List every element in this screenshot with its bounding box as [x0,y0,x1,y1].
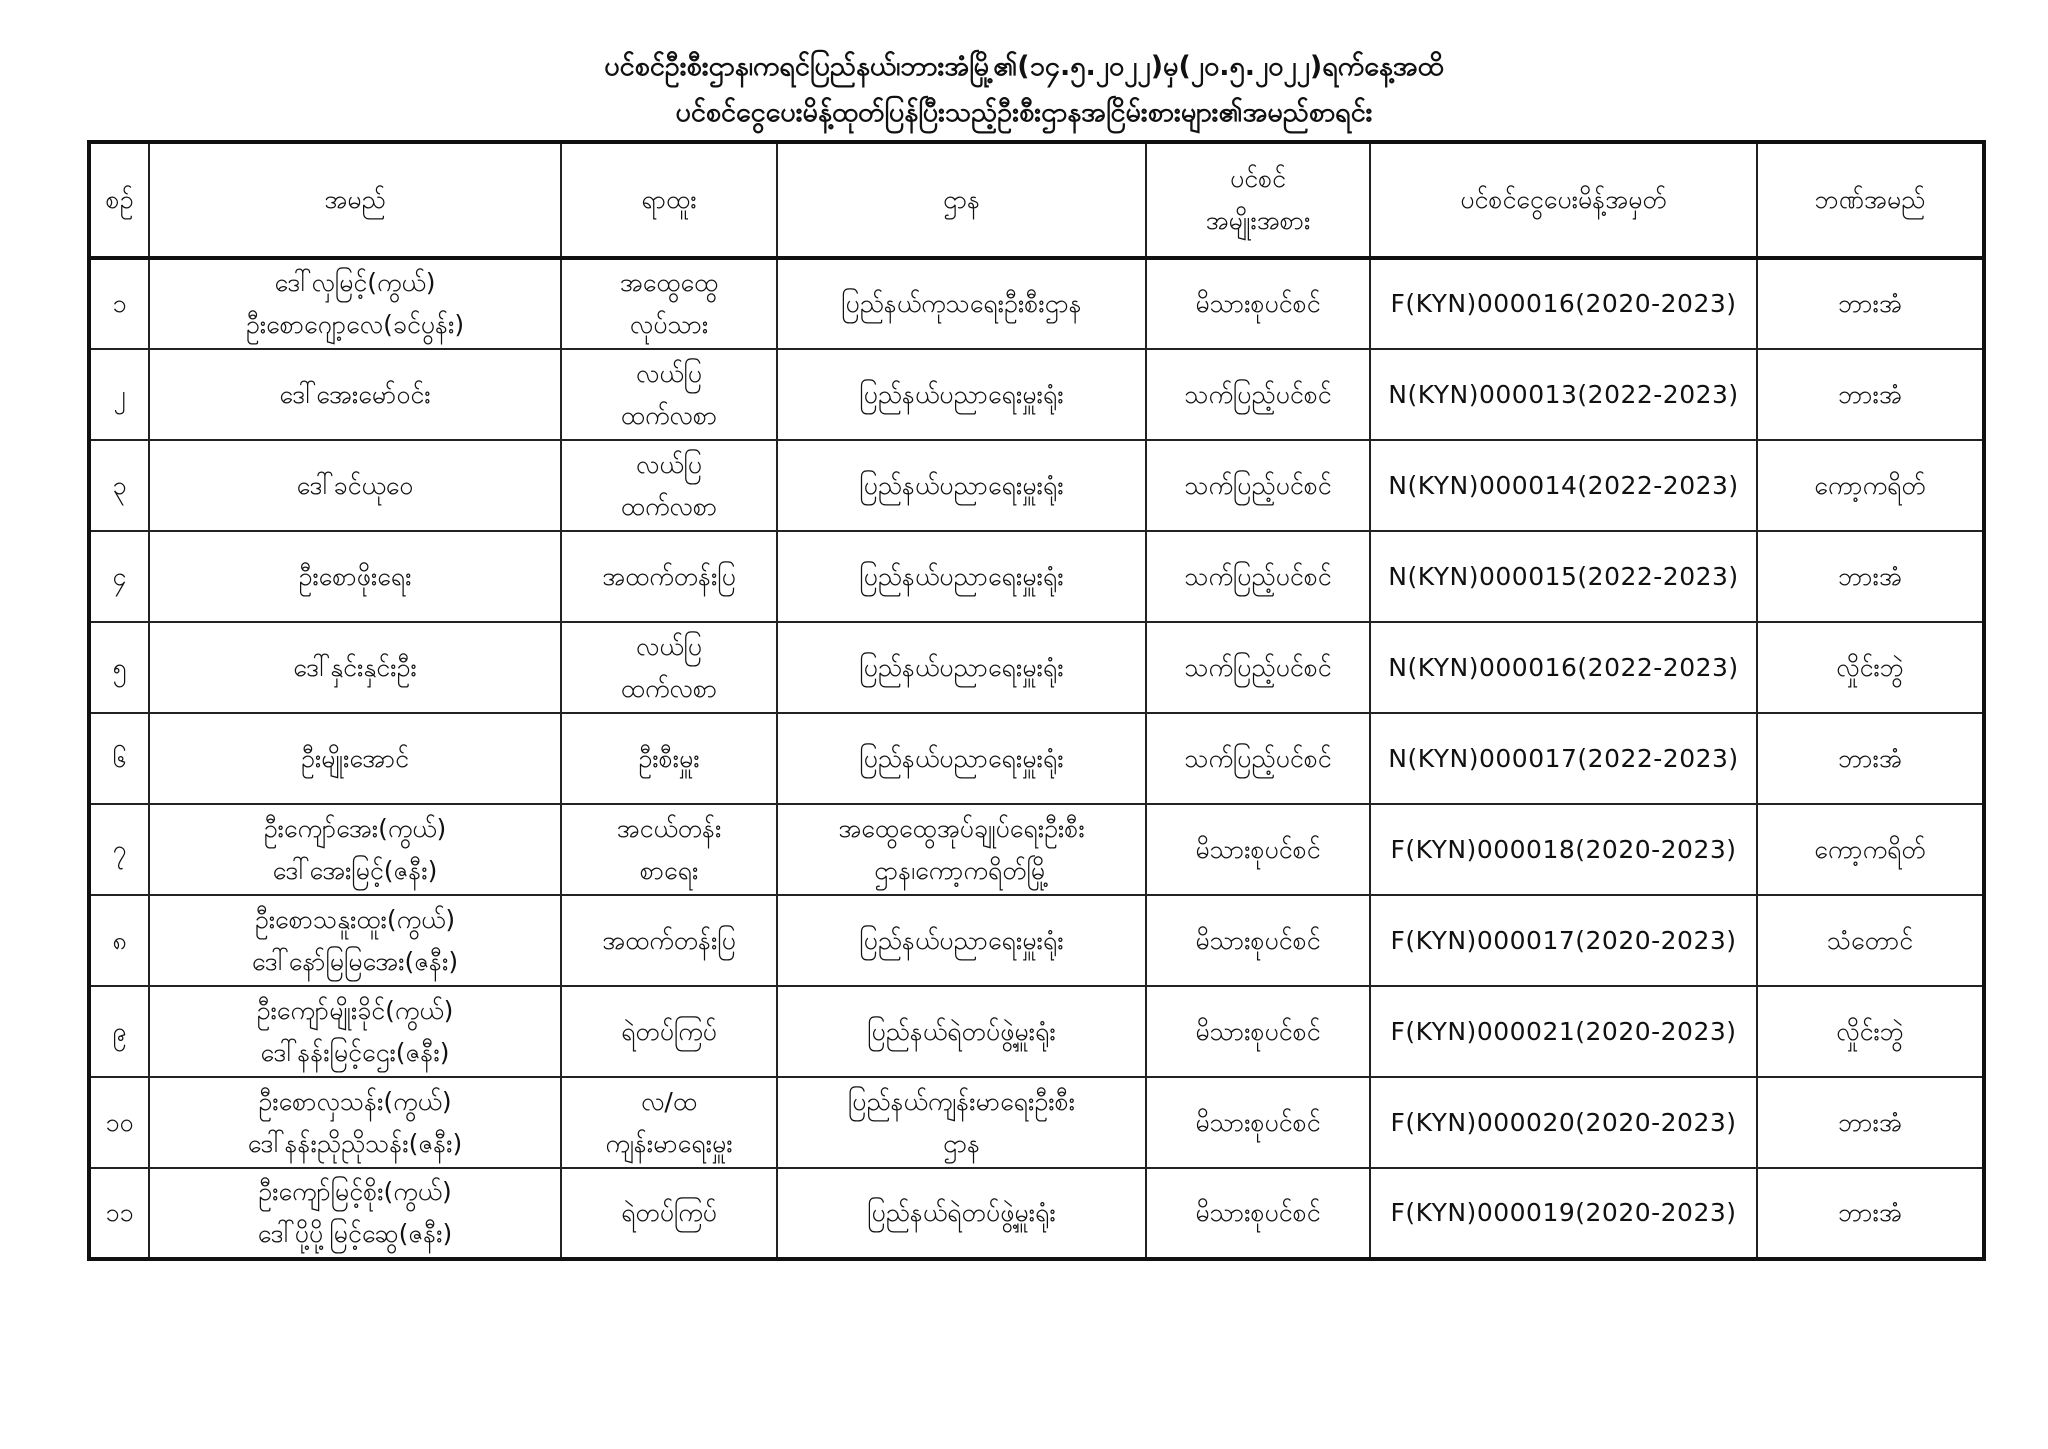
cell-pension-type: သက်ပြည့်ပင်စင် [1146,713,1370,804]
cell-order-no: F(KYN)000018(2020-2023) [1370,804,1757,895]
cell-rank [561,622,777,713]
cell-rank-line: အထွေထွေ [619,268,719,297]
cell-bank: ဘားအံ [1757,531,1984,622]
header-bank: ဘဏ်အမည် [1757,142,1984,258]
table-row [89,531,1984,622]
cell-department [777,258,1146,349]
cell-no: ၉ [89,986,149,1077]
cell-rank [561,1168,777,1259]
cell-rank [561,713,777,804]
cell-name-line: ဦးစောသနူးထူး(ကွယ်) [254,904,456,934]
cell-name-line: ဒေါ်အေးမော်ဝင်း [279,379,431,409]
cell-no: ၆ [89,713,149,804]
header-pension-type [1146,142,1370,258]
cell-no: ၁၀ [89,1077,149,1168]
cell-rank-line: ထက်လစာ [620,400,718,430]
table-row [89,804,1984,895]
header-order-no: ပင်စင်ငွေပေးမိန့်အမှတ် [1370,142,1757,258]
cell-department [777,713,1146,804]
cell-department-line: ပြည်နယ်ပညာရေးမှူးရုံး [859,925,1064,955]
cell-rank-line: ကျန်းမာရေးမှူး [605,1128,733,1158]
table-row [89,349,1984,440]
cell-department [777,895,1146,986]
pensioner-table [87,140,1986,1261]
cell-order-no: N(KYN)000016(2022-2023) [1370,622,1757,713]
table-row [89,622,1984,713]
cell-name-line: ဒေါ်နန်းမြင့်ဌေး(ဇနီး) [260,1037,450,1067]
cell-rank-line: လုပ်သား [629,310,709,339]
cell-name [149,986,561,1077]
cell-no: ၈ [89,895,149,986]
table-row [89,1077,1984,1168]
cell-name-line: ဦးမျိုးအောင် [300,743,410,773]
cell-name [149,713,561,804]
cell-no: ၁ [89,258,149,349]
table-row [89,440,1984,531]
cell-pension-type: သက်ပြည့်ပင်စင် [1146,349,1370,440]
cell-department-line: ပြည်နယ်ပညာရေးမှူးရုံး [859,652,1064,682]
cell-department [777,986,1146,1077]
cell-bank: ဘားအံ [1757,1077,1984,1168]
cell-bank: ဘားအံ [1757,258,1984,349]
cell-name-line: ဦးစောဖိုးရေး [298,561,412,591]
cell-name-line: ဦးကျော်မြင့်စိုး(ကွယ်) [258,1177,452,1206]
cell-order-no: F(KYN)000019(2020-2023) [1370,1168,1757,1259]
cell-rank [561,349,777,440]
cell-rank-line: ရဲတပ်ကြပ် [621,1016,717,1046]
cell-rank-line: စာရေး [639,855,699,885]
cell-rank [561,531,777,622]
cell-department-line: ဌာန [942,1128,981,1158]
cell-rank-line: ရဲတပ်ကြပ် [621,1198,717,1227]
cell-rank-line: လယ်ပြ [635,358,703,388]
cell-name-line: ဦးကျော်မျိုးခိုင်(ကွယ်) [256,995,454,1025]
cell-name [149,531,561,622]
cell-rank-line: ထက်လစာ [620,491,718,521]
header-row [89,142,1984,258]
cell-department [777,1077,1146,1168]
cell-no: ၂ [89,349,149,440]
header-pension-type-line-2: အမျိုးအစား [1205,206,1311,235]
title-line-1: ပင်စင်ဦးစီးဌာန၊ကရင်ပြည်နယ်၊ဘားအံမြို့၏(၁၄.၅.၂၀၂၂)မှ(၂၀.၅.၂၀၂၂)ရက်နေ့အထိ [604,51,1444,82]
cell-department-line: ပြည်နယ်ပညာရေးမှူးရုံး [859,470,1064,500]
cell-department-line: ဌာန၊ကော့ကရိတ်မြို့ [874,855,1049,885]
cell-rank [561,804,777,895]
cell-rank [561,895,777,986]
cell-name [149,258,561,349]
cell-name [149,622,561,713]
cell-department-line: ပြည်နယ်ရဲတပ်ဖွဲ့မှူးရုံး [867,1016,1056,1046]
cell-name-line: ဒေါ်နှင်းနှင်းဦး [293,652,417,682]
cell-rank-line: ဦးစီးမှူး [638,743,700,773]
header-no: စဉ် [89,142,149,258]
cell-name-line: ဒေါ်ခင်ယုဝေ [296,470,414,500]
cell-name [149,440,561,531]
cell-rank [561,986,777,1077]
cell-no: ၁၁ [89,1168,149,1259]
cell-pension-type: မိသားစုပင်စင် [1146,258,1370,349]
title-line-2: ပင်စင်ငွေပေးမိန့်ထုတ်ပြန်ပြီးသည့်ဦးစီးဌာနအငြိမ်းစားများ၏အမည်စာရင်း [675,97,1373,128]
cell-name [149,895,561,986]
cell-bank: ကော့ကရိတ် [1757,804,1984,895]
cell-department-line: ပြည်နယ်ရဲတပ်ဖွဲ့မှူးရုံး [867,1198,1056,1227]
table-row [89,895,1984,986]
header-rank: ရာထူး [561,142,777,258]
table-row [89,713,1984,804]
cell-department [777,349,1146,440]
table-row [89,1168,1984,1259]
cell-pension-type: သက်ပြည့်ပင်စင် [1146,531,1370,622]
cell-name [149,1077,561,1168]
header-department: ဌာန [777,142,1146,258]
table-row [89,258,1984,349]
cell-bank: ဘားအံ [1757,349,1984,440]
document-title [0,44,2048,136]
cell-department-line: ပြည်နယ်ကုသရေးဦးစီးဌာန [841,289,1082,318]
cell-department-line: ပြည်နယ်ပညာရေးမှူးရုံး [859,743,1064,773]
cell-name-line: ဦးစောလှသန်း(ကွယ်) [258,1086,452,1116]
cell-department-line: အထွေထွေအုပ်ချုပ်ရေးဦးစီး [838,813,1085,843]
cell-pension-type: သက်ပြည့်ပင်စင် [1146,622,1370,713]
cell-order-no: N(KYN)000013(2022-2023) [1370,349,1757,440]
cell-department [777,804,1146,895]
cell-rank-line: လယ်ပြ [635,631,703,661]
cell-bank: သံတောင် [1757,895,1984,986]
cell-rank-line: လယ်ပြ [635,449,703,479]
cell-department [777,622,1146,713]
cell-no: ၃ [89,440,149,531]
cell-name [149,1168,561,1259]
cell-pension-type: မိသားစုပင်စင် [1146,804,1370,895]
cell-bank: လှိုင်းဘွဲ [1757,622,1984,713]
cell-name-line: ဒေါ်အေးမြင့်(ဇနီး) [272,855,438,885]
cell-order-no: N(KYN)000017(2022-2023) [1370,713,1757,804]
cell-pension-type: မိသားစုပင်စင် [1146,1168,1370,1259]
cell-pension-type: မိသားစုပင်စင် [1146,895,1370,986]
cell-department [777,1168,1146,1259]
cell-name [149,804,561,895]
cell-order-no: F(KYN)000020(2020-2023) [1370,1077,1757,1168]
cell-name-line: ဦးကျော်အေး(ကွယ်) [263,813,447,843]
cell-name-line: ဒေါ်နော်မြမြအေး(ဇနီး) [251,946,459,976]
cell-order-no: F(KYN)000017(2020-2023) [1370,895,1757,986]
cell-name-line: ဒေါ်ပို့ပို့မြင့်ဆွေ(ဇနီး) [257,1219,453,1248]
cell-no: ၇ [89,804,149,895]
cell-rank-line: အထက်တန်းပြ [602,925,736,955]
cell-bank: လှိုင်းဘွဲ [1757,986,1984,1077]
cell-department [777,440,1146,531]
header-pension-type-line-1: ပင်စင် [1229,164,1287,193]
cell-name-line: ဒေါ်နန်းညိုညိုသန်း(ဇနီး) [247,1128,463,1158]
cell-order-no: N(KYN)000014(2022-2023) [1370,440,1757,531]
cell-department-line: ပြည်နယ်ပညာရေးမှူးရုံး [859,379,1064,409]
cell-rank-line: လ/ထ [640,1086,698,1116]
cell-no: ၄ [89,531,149,622]
cell-rank-line: ထက်လစာ [620,673,718,703]
cell-order-no: N(KYN)000015(2022-2023) [1370,531,1757,622]
cell-rank [561,258,777,349]
cell-rank [561,440,777,531]
table-row [89,986,1984,1077]
cell-name-line: ဒေါ်လှမြင့်(ကွယ်) [274,268,436,297]
cell-department-line: ပြည်နယ်ကျန်းမာရေးဦးစီး [847,1086,1075,1116]
cell-department-line: ပြည်နယ်ပညာရေးမှူးရုံး [859,561,1064,591]
cell-rank-line: အငယ်တန်း [616,813,722,843]
cell-name [149,349,561,440]
header-name: အမည် [149,142,561,258]
cell-name-line: ဦးစောဂျော့လေ(ခင်ပွန်း) [245,310,465,339]
cell-order-no: F(KYN)000021(2020-2023) [1370,986,1757,1077]
table-body [89,258,1984,1259]
cell-no: ၅ [89,622,149,713]
cell-pension-type: မိသားစုပင်စင် [1146,1077,1370,1168]
cell-pension-type: မိသားစုပင်စင် [1146,986,1370,1077]
cell-bank: ဘားအံ [1757,1168,1984,1259]
cell-bank: ဘားအံ [1757,713,1984,804]
cell-bank: ကော့ကရိတ် [1757,440,1984,531]
cell-rank [561,1077,777,1168]
cell-order-no: F(KYN)000016(2020-2023) [1370,258,1757,349]
cell-pension-type: သက်ပြည့်ပင်စင် [1146,440,1370,531]
cell-rank-line: အထက်တန်းပြ [602,561,736,591]
cell-department [777,531,1146,622]
